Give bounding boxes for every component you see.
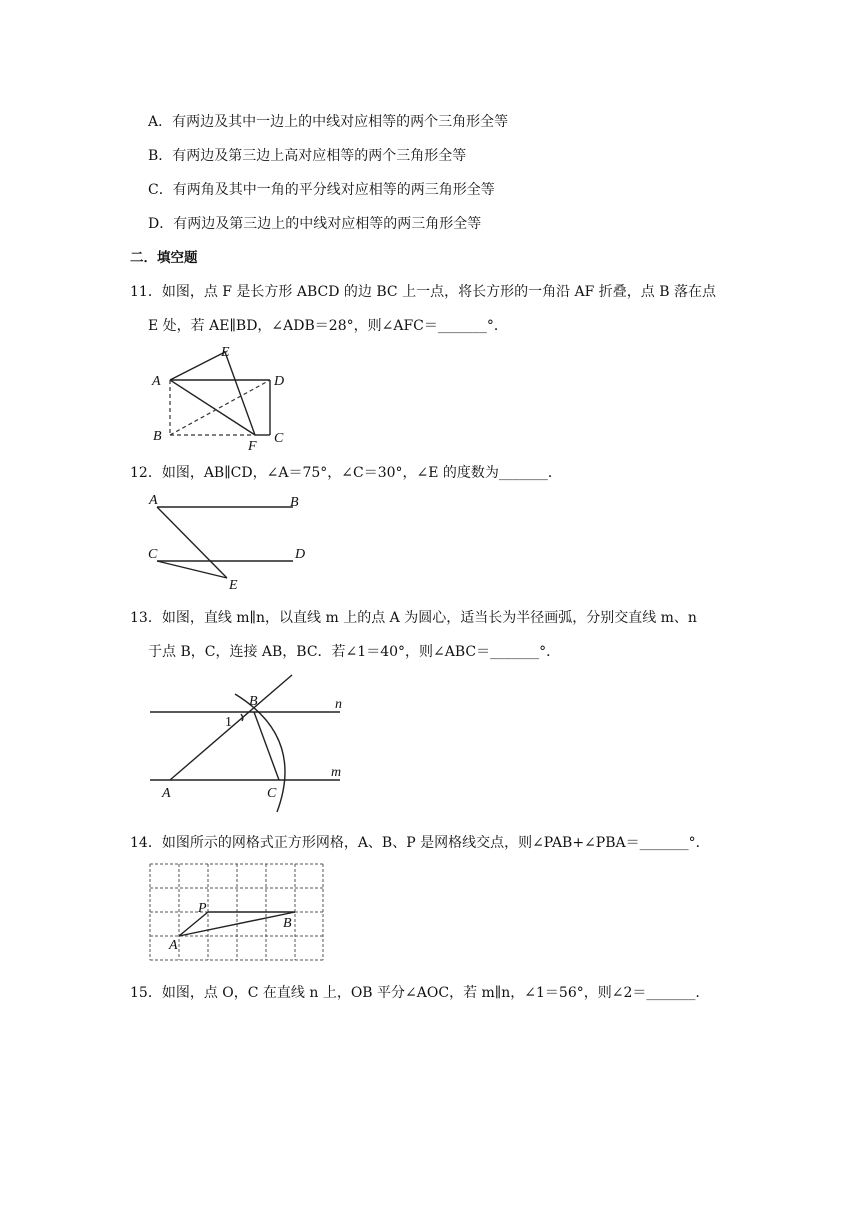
fig11-label-d: D [274,374,285,389]
question-13-line-2: 于点 B，C，连接 AB，BC．若∠1＝40°，则∠ABC＝_______°． [148,644,561,660]
fig11-label-a: A [152,374,161,389]
figure-14 [145,860,355,970]
fig13-label-m: m [331,765,342,780]
fig14-label-p: P [198,901,207,916]
question-15: 15．如图，点 O，C 在直线 n 上，OB 平分∠AOC，若 m∥n，∠1＝56°，则∠2＝_______. [130,985,700,1001]
fig12-label-a: A [149,493,158,508]
section-title: 二．填空题 [130,250,198,266]
fig13-label-a: A [162,786,171,801]
fig13-label-b: B [249,694,258,709]
fig13-label-n: n [335,697,342,712]
option-b: B．有两边及第三边上高对应相等的两个三角形全等 [148,148,467,164]
option-d: D．有两边及第三边上的中线对应相等的两三角形全等 [148,216,482,232]
question-11-line-2: E 处，若 AE∥BD，∠ADB＝28°，则∠AFC＝_______°． [148,318,508,334]
fig11-label-b: B [153,429,162,444]
fig14-label-b: B [283,916,292,931]
figure-12 [145,490,315,595]
figure-13 [145,672,360,817]
fig11-label-c: C [274,431,284,446]
fig12-label-d: D [295,547,306,562]
fig12-label-e: E [229,578,238,593]
fig13-label-1: 1 [225,715,232,730]
fig11-label-f: F [248,439,257,454]
fig13-label-c: C [267,786,277,801]
fig12-label-b: B [290,495,299,510]
fig14-label-a: A [169,938,178,953]
option-a: A．有两边及其中一边上的中线对应相等的两个三角形全等 [148,114,509,130]
question-14: 14．如图所示的网格式正方形网格，A、B、P 是网格线交点，则∠PAB+∠PBA＝_______°． [130,835,710,851]
fig11-label-e: E [221,345,230,360]
fig12-label-c: C [148,547,158,562]
question-13-line-1: 13．如图，直线 m∥n，以直线 m 上的点 A 为圆心，适当长为半径画弧，分别交直线 m、n [130,610,697,626]
question-11-line-1: 11．如图，点 F 是长方形 ABCD 的边 BC 上一点，将长方形的一角沿 AF 折叠，点 B 落在点 [130,284,716,300]
question-12: 12．如图，AB∥CD，∠A＝75°，∠C＝30°，∠E 的度数为_______． [130,465,562,481]
option-c: C．有两角及其中一角的平分线对应相等的两三角形全等 [148,182,495,198]
figure-11 [145,340,305,455]
